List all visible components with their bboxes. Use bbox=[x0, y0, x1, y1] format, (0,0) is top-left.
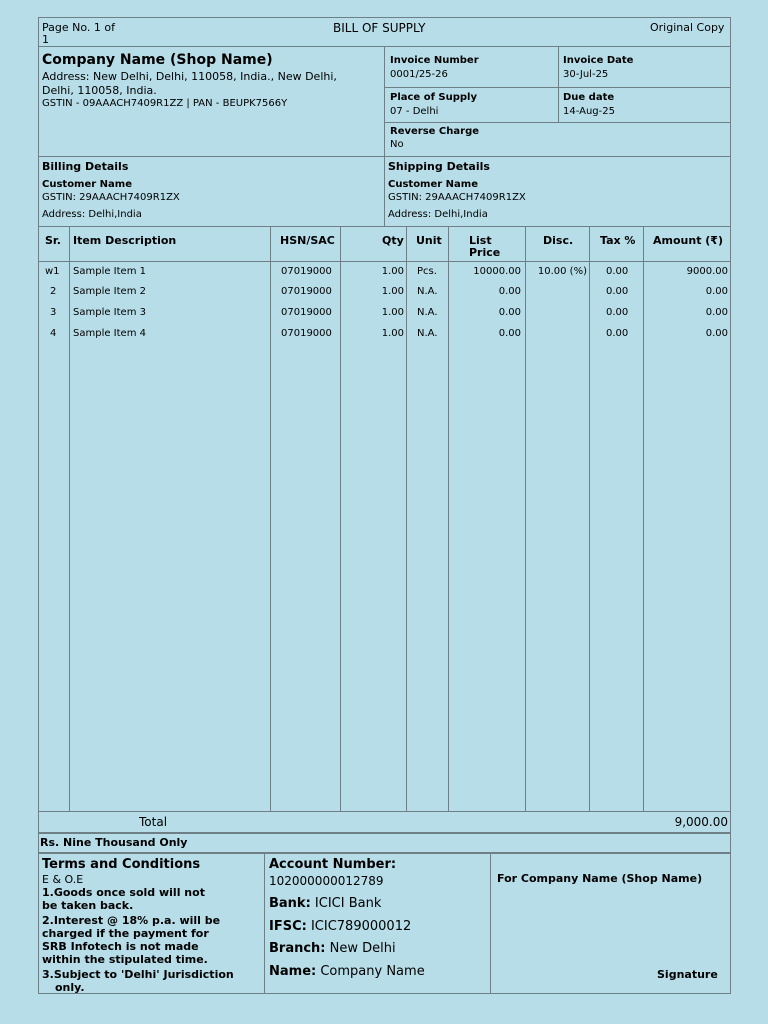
divider bbox=[38, 852, 731, 854]
signature-label: Signature bbox=[657, 968, 718, 981]
reverse-charge: No bbox=[390, 139, 404, 150]
shipping-title: Shipping Details bbox=[388, 160, 490, 173]
bank-name-row bbox=[269, 896, 381, 911]
page-number: Page No. 1 of bbox=[42, 21, 115, 34]
copy-label: Original Copy bbox=[650, 21, 725, 34]
row-description: Sample Item 2 bbox=[73, 286, 146, 297]
branch-label: Branch: bbox=[269, 941, 326, 956]
divider bbox=[264, 852, 265, 994]
row-hsn: 07019000 bbox=[281, 307, 332, 318]
branch-row bbox=[269, 941, 396, 956]
total-value: 9,000.00 bbox=[674, 815, 728, 829]
row-tax: 0.00 bbox=[606, 266, 629, 277]
terms-title: Terms and Conditions bbox=[42, 857, 201, 872]
invoice-date: 30-Jul-25 bbox=[563, 69, 609, 80]
col-header-tax: Tax % bbox=[600, 234, 636, 247]
place-of-supply: 07 - Delhi bbox=[390, 106, 439, 117]
divider bbox=[270, 226, 271, 811]
billing-gstin: GSTIN: 29AAACH7409R1ZX bbox=[42, 192, 180, 203]
row-sr: 2 bbox=[50, 286, 57, 297]
divider bbox=[384, 122, 731, 123]
page-total: 1 bbox=[42, 33, 49, 46]
bank-name: ICICI Bank bbox=[314, 896, 382, 911]
row-sr: w1 bbox=[45, 266, 60, 277]
terms-line: 2.Interest @ 18% p.a. will be bbox=[42, 914, 221, 927]
terms-line: be taken back. bbox=[42, 899, 134, 912]
row-hsn: 07019000 bbox=[281, 328, 332, 339]
invoice-number-label: Invoice Number bbox=[390, 55, 479, 66]
divider bbox=[384, 46, 385, 226]
row-unit: N.A. bbox=[417, 307, 438, 318]
row-qty: 1.00 bbox=[381, 286, 404, 297]
document-title: BILL OF SUPPLY bbox=[333, 21, 426, 35]
shipping-address: Address: Delhi,India bbox=[388, 209, 488, 220]
bank-account-number: 102000000012789 bbox=[269, 874, 384, 888]
col-header-sr: Sr. bbox=[45, 234, 61, 247]
ifsc-label: IFSC: bbox=[269, 919, 307, 934]
col-header-discount: Disc. bbox=[543, 234, 574, 247]
terms-line: 3.Subject to 'Delhi' Jurisdiction bbox=[42, 968, 234, 981]
divider bbox=[38, 261, 731, 262]
col-header-hsn: HSN/SAC bbox=[280, 234, 335, 247]
col-header-description: Item Description bbox=[73, 234, 177, 247]
divider bbox=[490, 852, 491, 994]
row-tax: 0.00 bbox=[606, 307, 629, 318]
row-qty: 1.00 bbox=[381, 328, 404, 339]
row-tax: 0.00 bbox=[606, 286, 629, 297]
divider bbox=[643, 226, 644, 811]
account-name-label: Name: bbox=[269, 964, 317, 979]
row-unit: N.A. bbox=[417, 328, 438, 339]
row-amount: 9000.00 bbox=[686, 266, 728, 277]
divider bbox=[38, 811, 731, 812]
row-amount: 0.00 bbox=[705, 286, 728, 297]
row-sr: 4 bbox=[50, 328, 57, 339]
for-company: For Company Name (Shop Name) bbox=[497, 872, 703, 885]
due-date-label: Due date bbox=[563, 92, 615, 103]
billing-title: Billing Details bbox=[42, 160, 129, 173]
row-price: 0.00 bbox=[498, 307, 521, 318]
col-header-price: Price bbox=[469, 246, 501, 259]
row-unit: N.A. bbox=[417, 286, 438, 297]
divider bbox=[69, 226, 70, 811]
row-description: Sample Item 4 bbox=[73, 328, 146, 339]
divider bbox=[406, 226, 407, 811]
amount-in-words: Rs. Nine Thousand Only bbox=[40, 836, 188, 849]
row-unit: Pcs. bbox=[417, 266, 437, 277]
billing-address: Address: Delhi,India bbox=[42, 209, 142, 220]
row-hsn: 07019000 bbox=[281, 266, 332, 277]
terms-eoe: E & O.E bbox=[42, 873, 84, 886]
ifsc-row bbox=[269, 919, 411, 934]
divider bbox=[38, 832, 731, 834]
bank-account-label bbox=[269, 857, 396, 872]
terms-line: 1.Goods once sold will not bbox=[42, 886, 205, 899]
divider bbox=[558, 46, 559, 122]
col-header-qty: Qty bbox=[382, 234, 404, 247]
divider bbox=[340, 226, 341, 811]
row-amount: 0.00 bbox=[705, 307, 728, 318]
company-gstin-pan: GSTIN - 09AAACH7409R1ZZ | PAN - BEUPK7566Y bbox=[42, 98, 288, 109]
shipping-customer-label: Customer Name bbox=[388, 179, 478, 190]
divider bbox=[448, 226, 449, 811]
due-date: 14-Aug-25 bbox=[563, 106, 615, 117]
reverse-charge-label: Reverse Charge bbox=[390, 126, 480, 137]
bank-account-label-text: Account Number: bbox=[269, 857, 397, 872]
shipping-gstin: GSTIN: 29AAACH7409R1ZX bbox=[388, 192, 526, 203]
terms-line: only. bbox=[55, 981, 85, 994]
billing-customer-label: Customer Name bbox=[42, 179, 132, 190]
row-price: 0.00 bbox=[498, 286, 521, 297]
place-of-supply-label: Place of Supply bbox=[390, 92, 477, 103]
company-name: Company Name (Shop Name) bbox=[42, 52, 273, 68]
divider bbox=[38, 226, 731, 227]
account-name: Company Name bbox=[320, 964, 425, 979]
row-description: Sample Item 1 bbox=[73, 266, 146, 277]
invoice-number: 0001/25-26 bbox=[390, 69, 448, 80]
row-sr: 3 bbox=[50, 307, 57, 318]
terms-line: within the stipulated time. bbox=[42, 953, 208, 966]
row-qty: 1.00 bbox=[381, 266, 404, 277]
divider bbox=[525, 226, 526, 811]
terms-line: SRB Infotech is not made bbox=[42, 940, 199, 953]
account-name-row bbox=[269, 964, 425, 979]
row-price: 10000.00 bbox=[473, 266, 521, 277]
branch-name: New Delhi bbox=[329, 941, 396, 956]
row-qty: 1.00 bbox=[381, 307, 404, 318]
divider bbox=[589, 226, 590, 811]
col-header-list: List bbox=[469, 234, 492, 247]
bank-label: Bank: bbox=[269, 896, 311, 911]
col-header-amount: Amount (₹) bbox=[653, 234, 723, 247]
invoice-date-label: Invoice Date bbox=[563, 55, 634, 66]
company-address-line2: Delhi, 110058, India. bbox=[42, 84, 157, 97]
row-price: 0.00 bbox=[498, 328, 521, 339]
col-header-unit: Unit bbox=[416, 234, 442, 247]
row-hsn: 07019000 bbox=[281, 286, 332, 297]
company-address-line1: Address: New Delhi, Delhi, 110058, India., New Delhi, bbox=[42, 70, 337, 83]
row-description: Sample Item 3 bbox=[73, 307, 146, 318]
total-label: Total bbox=[139, 815, 168, 829]
row-amount: 0.00 bbox=[705, 328, 728, 339]
row-discount: 10.00 (%) bbox=[537, 266, 587, 277]
row-tax: 0.00 bbox=[606, 328, 629, 339]
ifsc-code: ICIC789000012 bbox=[310, 919, 412, 934]
terms-line: charged if the payment for bbox=[42, 927, 209, 940]
